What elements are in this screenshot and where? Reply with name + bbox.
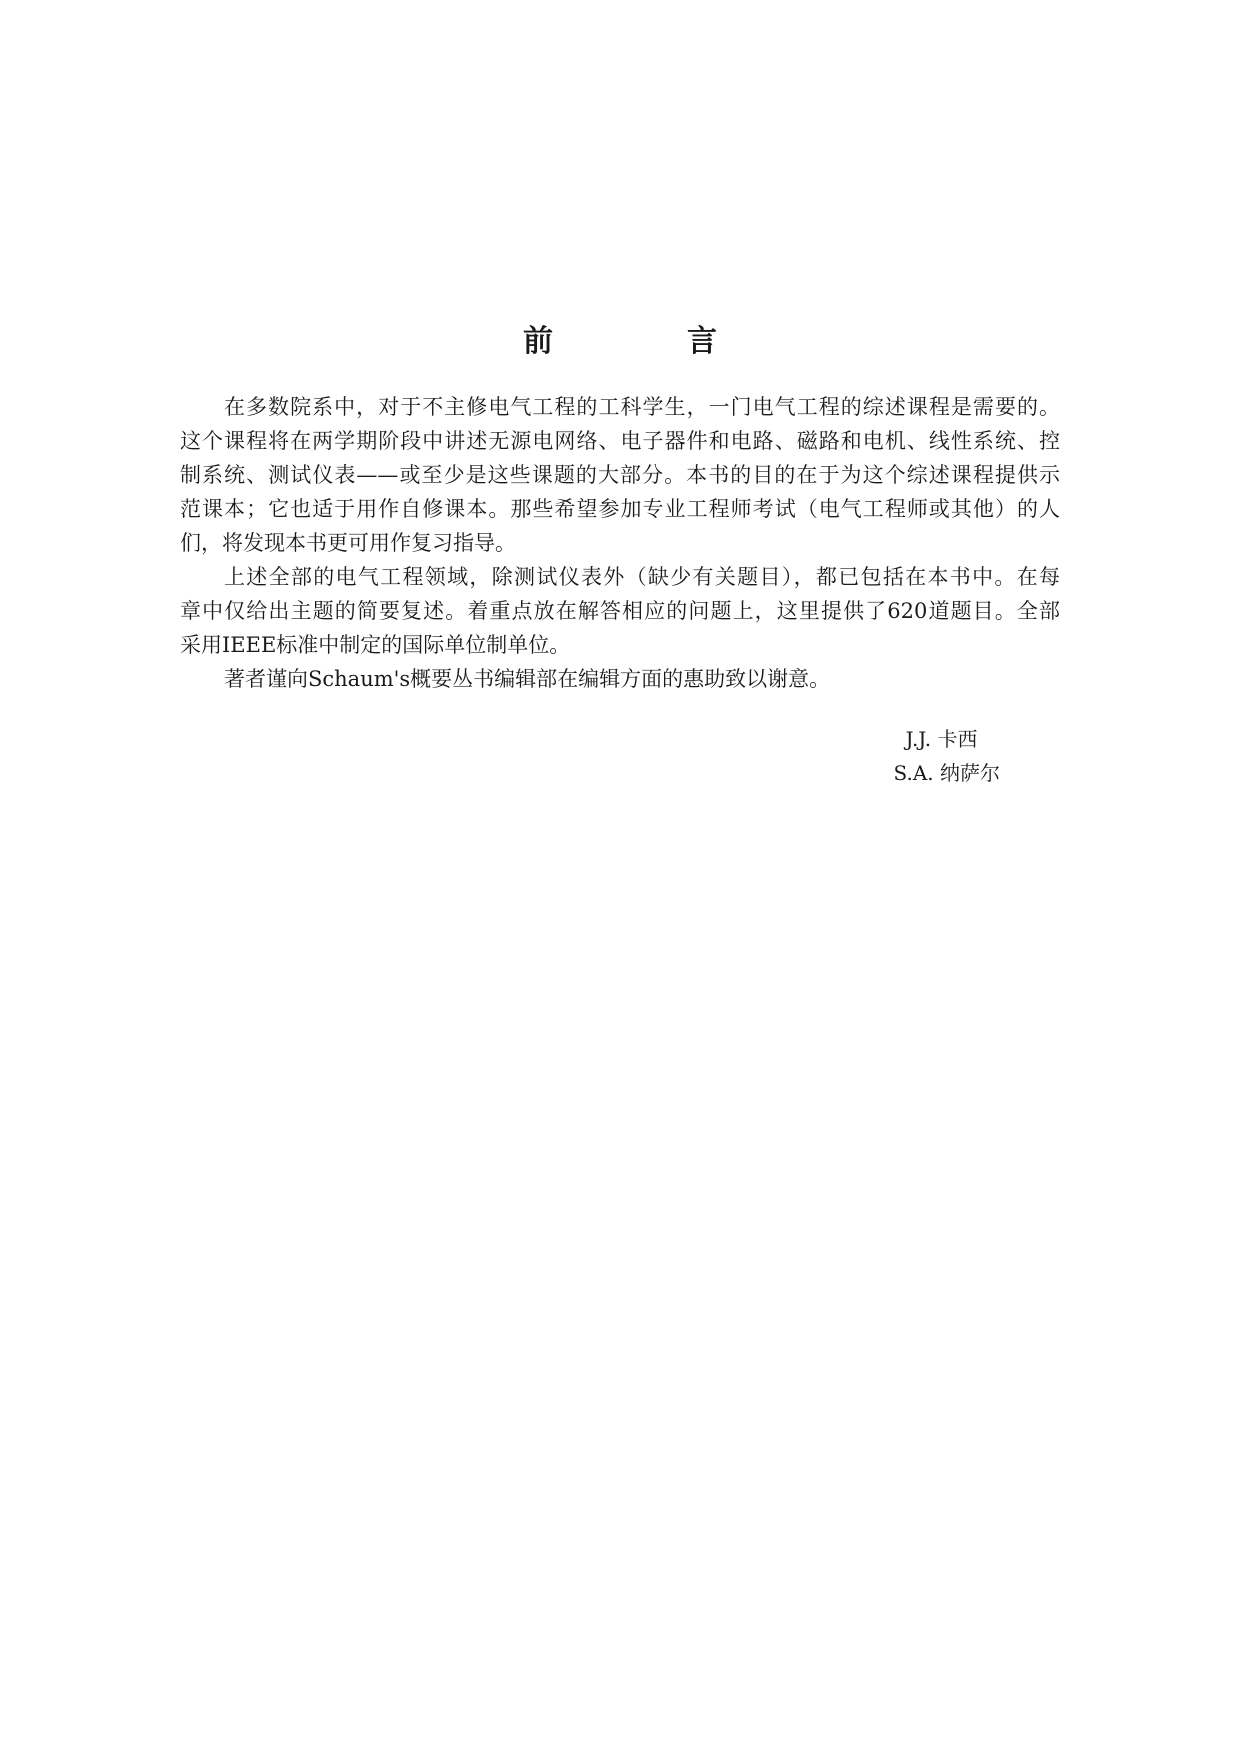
- paragraph-1-line-4: 范课本；它也适于用作自修课本。那些希望参加专业工程师考试（电气工程师或其他）的人: [180, 497, 1060, 521]
- paragraph-1-line-1: 在多数院系中，对于不主修电气工程的工科学生，一门电气工程的综述课程是需要的。: [224, 395, 1060, 419]
- paragraph-2-line-2: 章中仅给出主题的简要复述。着重点放在解答相应的问题上，这里提供了620道题目。全部: [180, 599, 1060, 623]
- paragraph-2-line-3: 采用IEEE标准中制定的国际单位制单位。: [180, 633, 571, 657]
- paragraph-1-line-3: 制系统、测试仪表——或至少是这些课题的大部分。本书的目的在于为这个综述课程提供示: [180, 463, 1060, 487]
- preface-body: [180, 390, 1060, 696]
- page-title: 前 言: [523, 324, 769, 359]
- author-signature-2: S.A. 纳萨尔: [893, 761, 1000, 785]
- author-signatures: [893, 722, 1000, 790]
- paragraph-1-line-5: 们，将发现本书更可用作复习指导。: [180, 531, 516, 555]
- paragraph-2-line-1: 上述全部的电气工程领域，除测试仪表外（缺少有关题目），都已包括在本书中。在每: [224, 565, 1060, 589]
- paragraph-3-line-1: 著者谨向Schaum's概要丛书编辑部在编辑方面的惠助致以谢意。: [224, 667, 831, 691]
- paragraph-1-line-2: 这个课程将在两学期阶段中讲述无源电网络、电子器件和电路、磁路和电机、线性系统、控: [180, 429, 1060, 453]
- author-signature-1: J.J. 卡西: [905, 727, 978, 751]
